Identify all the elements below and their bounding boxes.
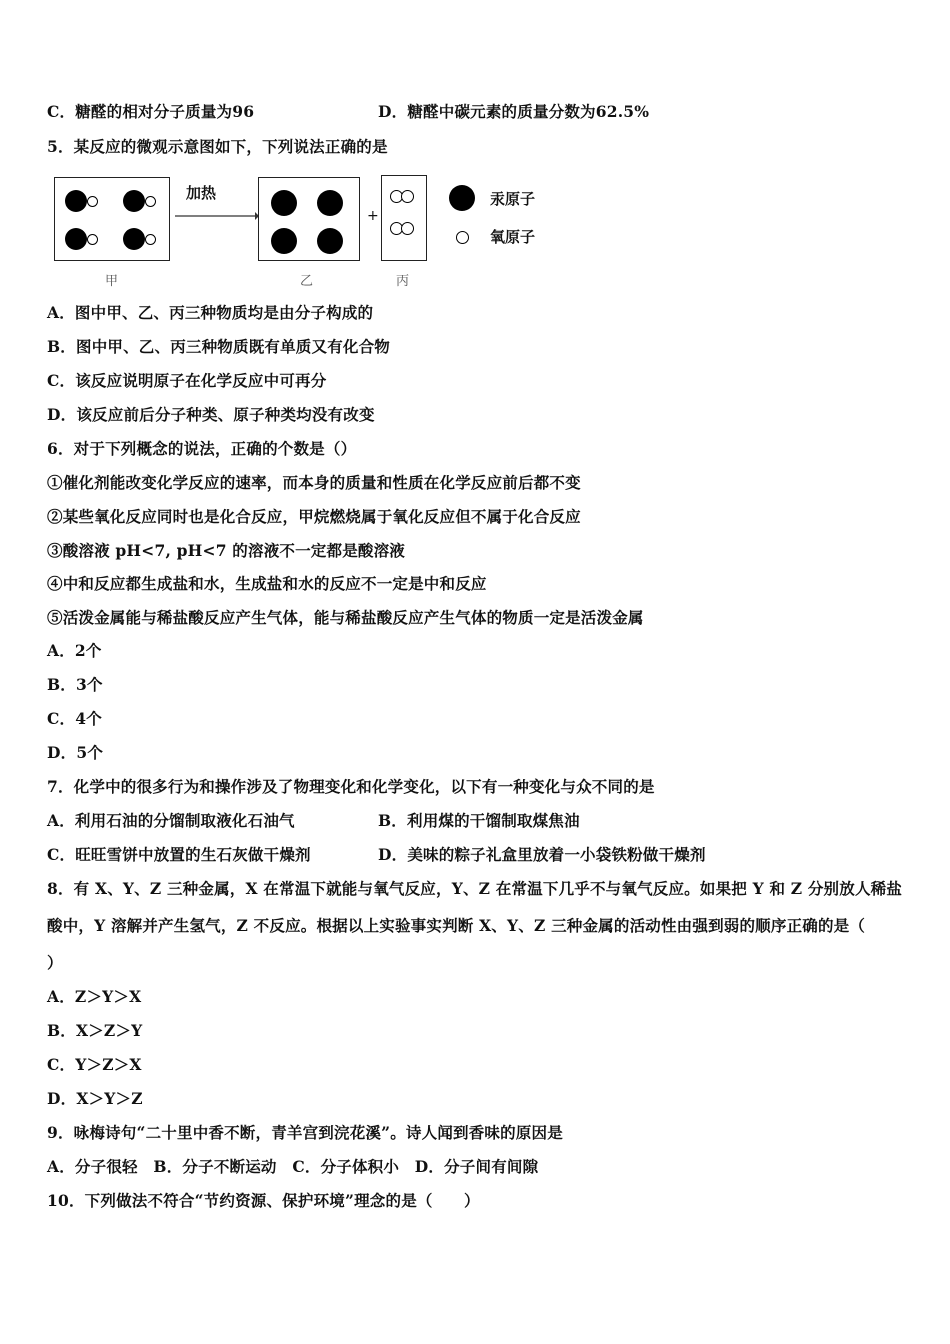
q6-item-3: ③酸溶液 pH<7, pH<7 的溶液不一定都是酸溶液 xyxy=(47,541,405,560)
q6-option-c: C．4个 xyxy=(47,709,102,728)
hg-atom xyxy=(65,190,87,212)
q6-item-2: ②某些氧化反应同时也是化合反应，甲烷燃烧属于氧化反应但不属于化合反应 xyxy=(47,507,581,526)
q4-option-d: D．糖醛中碳元素的质量分数为62.5% xyxy=(378,102,650,121)
q7-option-b: B．利用煤的干馏制取煤焦油 xyxy=(378,811,580,830)
q8-option-b: B．X＞Z＞Y xyxy=(47,1021,143,1040)
heat-label: 加热 xyxy=(186,184,217,202)
reaction-diagram xyxy=(50,172,570,292)
q5-stem: 5．某反应的微观示意图如下，下列说法正确的是 xyxy=(47,137,388,156)
q5-option-d: D．该反应前后分子种类、原子种类均没有改变 xyxy=(47,405,375,424)
o-atom xyxy=(145,196,156,207)
q6-option-a: A．2个 xyxy=(47,641,102,660)
legend-hg-atom xyxy=(449,185,475,211)
q4-option-c: C．糖醛的相对分子质量为96 xyxy=(47,102,255,121)
q8-stem-line2: 酸中，Y 溶解并产生氢气，Z 不反应。根据以上实验事实判断 X、Y、Z 三种金属的活动性由强到弱的顺序正确的是（ xyxy=(47,916,866,935)
legend-o-atom xyxy=(456,231,469,244)
o-atom xyxy=(87,196,98,207)
hg-atom xyxy=(271,228,297,254)
legend-o-label: 氧原子 xyxy=(490,228,536,246)
arrow-icon xyxy=(175,210,259,222)
q6-option-d: D．5个 xyxy=(47,743,104,762)
hg-atom xyxy=(123,190,145,212)
q9-stem: 9．咏梅诗句“二十里中香不断，青羊宫到浣花溪”。诗人闻到香味的原因是 xyxy=(47,1123,563,1142)
q6-item-1: ①催化剂能改变化学反应的速率，而本身的质量和性质在化学反应前后都不变 xyxy=(47,473,581,492)
hg-atom xyxy=(317,228,343,254)
q6-item-4: ④中和反应都生成盐和水，生成盐和水的反应不一定是中和反应 xyxy=(47,574,487,593)
o-atom xyxy=(401,190,414,203)
box-bing xyxy=(381,175,427,261)
q9-options: A．分子很轻 B．分子不断运动 C．分子体积小 D．分子间有间隙 xyxy=(47,1157,539,1176)
o-atom xyxy=(87,234,98,245)
o-atom xyxy=(401,222,414,235)
q5-option-b: B．图中甲、乙、丙三种物质既有单质又有化合物 xyxy=(47,337,391,356)
box-jia xyxy=(54,177,170,261)
box-yi xyxy=(258,177,360,261)
legend-hg-label: 汞原子 xyxy=(490,190,536,208)
q7-option-a: A．利用石油的分馏制取液化石油气 xyxy=(47,811,295,830)
q8-option-d: D．X＞Y＞Z xyxy=(47,1089,143,1108)
q8-stem-line1: 8．有 X、Y、Z 三种金属，X 在常温下就能与氧气反应，Y、Z 在常温下几乎不与氧气反应。如果把 Y 和 Z 分别放人稀盐 xyxy=(47,879,903,898)
o-atom xyxy=(145,234,156,245)
q6-stem: 6．对于下列概念的说法，正确的个数是（） xyxy=(47,439,357,458)
q5-option-a: A．图中甲、乙、丙三种物质均是由分子构成的 xyxy=(47,303,374,322)
plus-sign: + xyxy=(367,208,379,224)
q5-option-c: C．该反应说明原子在化学反应中可再分 xyxy=(47,371,327,390)
q7-stem: 7．化学中的很多行为和操作涉及了物理变化和化学变化，以下有一种变化与众不同的是 xyxy=(47,777,655,796)
q8-stem-line3: ） xyxy=(47,953,63,972)
q6-option-b: B．3个 xyxy=(47,675,103,694)
hg-atom xyxy=(123,228,145,250)
label-jia: 甲 xyxy=(105,274,119,289)
q8-option-c: C．Y＞Z＞X xyxy=(47,1055,142,1074)
q10-stem: 10．下列做法不符合“节约资源、保护环境”理念的是（ ） xyxy=(47,1191,480,1210)
hg-atom xyxy=(65,228,87,250)
q6-item-5: ⑤活泼金属能与稀盐酸反应产生气体，能与稀盐酸反应产生气体的物质一定是活泼金属 xyxy=(47,608,644,627)
hg-atom xyxy=(271,190,297,216)
label-bing: 丙 xyxy=(396,274,410,289)
label-yi: 乙 xyxy=(300,274,314,289)
q7-option-c: C．旺旺雪饼中放置的生石灰做干燥剂 xyxy=(47,845,311,864)
q8-option-a: A．Z＞Y＞X xyxy=(47,987,142,1006)
q7-option-d: D．美味的粽子礼盒里放着一小袋铁粉做干燥剂 xyxy=(378,845,706,864)
hg-atom xyxy=(317,190,343,216)
